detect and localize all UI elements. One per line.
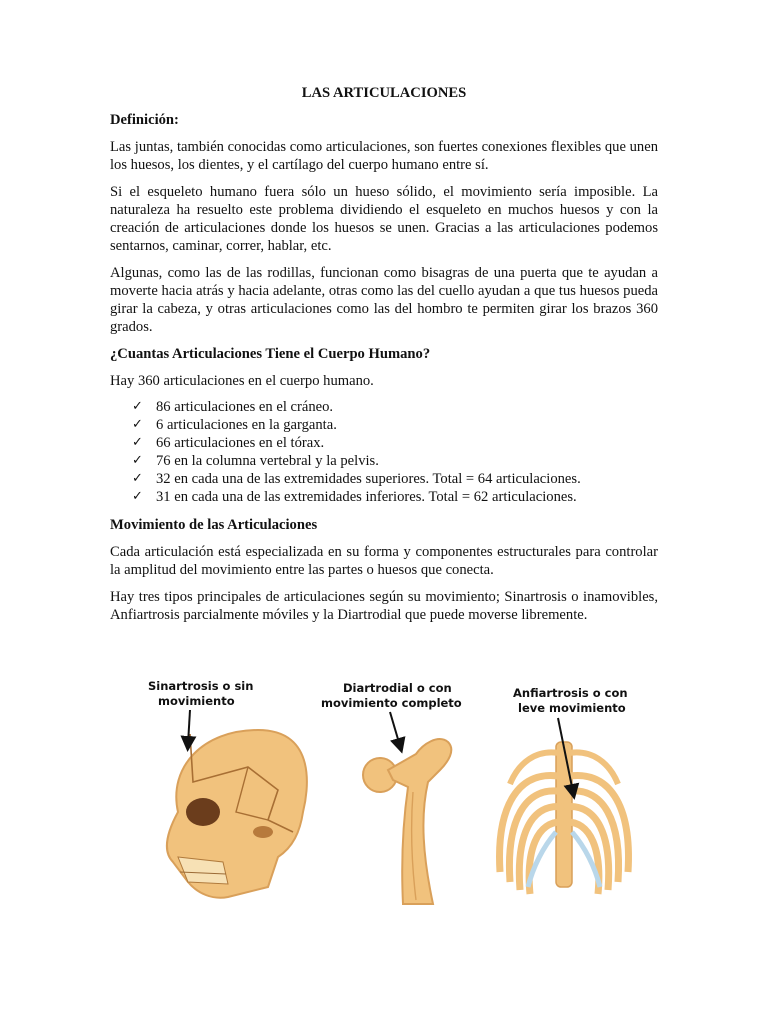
movement-paragraph-2: Hay tres tipos principales de articulaciones según su movimiento; Sinartrosis o inamovibles, Anfiartrosis parcialmente móviles y la Diartrodial que puede moverse libremente. xyxy=(110,589,658,623)
list-item xyxy=(132,398,658,416)
checkmark-icon: ✓ xyxy=(132,435,143,450)
definition-paragraph-2: Si el esqueleto humano fuera sólo un hueso sólido, el movimiento sería imposible. La naturaleza ha resuelto este problema dividiendo el esqueleto en muchos huesos y con la creación de articulaciones donde los huesos se unen. Gracias a las articulaciones podemos sentarnos, caminar, correr, hablar, etc. xyxy=(110,184,658,254)
skull-label-line-1: Sinartrosis o sin xyxy=(148,679,254,693)
ribs-label-line-2: leve movimiento xyxy=(518,701,626,715)
joint-types-illustration xyxy=(118,672,638,922)
femur-label-line-1: Diartrodial o con xyxy=(343,681,452,695)
list-item xyxy=(132,488,658,506)
list-item-text: 6 articulaciones en la garganta. xyxy=(156,417,337,433)
skull-illustration xyxy=(167,730,307,898)
count-heading: ¿Cuantas Articulaciones Tiene el Cuerpo Humano? xyxy=(110,346,431,362)
femur-illustration xyxy=(363,739,451,904)
list-item xyxy=(132,434,658,452)
list-item-text: 66 articulaciones en el tórax. xyxy=(156,435,325,451)
femur-label-line-2: movimiento completo xyxy=(321,696,462,710)
definition-paragraph-3: Algunas, como las de las rodillas, funcionan como bisagras de una puerta que te ayudan a moverte hacia atrás y hacia adelante, otras como las del cuello ayudan a que tus huesos pueda girar la cabeza, y otras articulaciones como las del hombro te permiten girar los brazos 360 grados. xyxy=(110,265,658,335)
document-title: LAS ARTICULACIONES xyxy=(301,85,467,101)
rib-cage-illustration xyxy=(500,742,629,894)
checkmark-icon: ✓ xyxy=(132,489,143,504)
joint-types-figure xyxy=(118,672,638,922)
skull-label-line-2: movimiento xyxy=(158,694,235,708)
movement-paragraph-1: Cada articulación está especializada en su forma y componentes estructurales para controlar la amplitud del movimiento entre las partes o huesos que conecta. xyxy=(110,544,658,578)
list-item xyxy=(132,452,658,470)
definition-heading: Definición: xyxy=(110,112,179,128)
joint-count-list xyxy=(110,398,658,506)
list-item xyxy=(132,470,658,488)
checkmark-icon: ✓ xyxy=(132,399,143,414)
ribs-label-line-1: Anfiartrosis o con xyxy=(513,686,628,700)
femur-arrow xyxy=(390,712,400,746)
checkmark-icon: ✓ xyxy=(132,453,143,468)
list-item xyxy=(132,416,658,434)
checkmark-icon: ✓ xyxy=(132,471,143,486)
list-item-text: 31 en cada una de las extremidades inferiores. Total = 62 articulaciones. xyxy=(156,489,577,505)
count-intro: Hay 360 articulaciones en el cuerpo humano. xyxy=(110,373,374,389)
movement-heading: Movimiento de las Articulaciones xyxy=(110,517,318,533)
list-item-text: 86 articulaciones en el cráneo. xyxy=(156,399,334,415)
checkmark-icon: ✓ xyxy=(132,417,143,432)
definition-paragraph-1: Las juntas, también conocidas como articulaciones, son fuertes conexiones flexibles que unen los huesos, los dientes, y el cartílago del cuerpo humano entre sí. xyxy=(110,139,658,173)
list-item-text: 32 en cada una de las extremidades superiores. Total = 64 articulaciones. xyxy=(156,471,581,487)
list-item-text: 76 en la columna vertebral y la pelvis. xyxy=(156,453,379,469)
document-body xyxy=(110,84,658,633)
